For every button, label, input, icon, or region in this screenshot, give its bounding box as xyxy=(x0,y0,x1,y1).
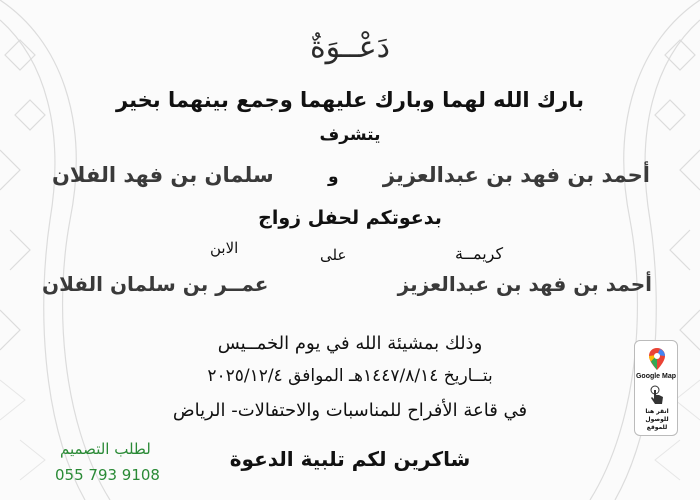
honored-line: يتشرف xyxy=(319,125,381,145)
venue-line: في قاعة الأفراح للمناسبات والاحتفالات- الرياض xyxy=(172,400,528,421)
map-hint-text: انقر هنا للوصول للموقع xyxy=(645,408,669,431)
blessing-line: بارك الله لهما وبارك عليهما وجمع بينهما بخير xyxy=(116,88,584,112)
host-1-name: أحمد بن فهد بن عبدالعزيز xyxy=(382,163,650,187)
hand-tap-icon xyxy=(647,385,667,405)
card-title: دَعْــوَةٌ xyxy=(309,30,391,65)
son-of-label: الابن xyxy=(210,239,239,257)
conjunction: و xyxy=(328,167,339,187)
designer-label: لطلب التصميم xyxy=(60,440,151,458)
day-line: وذلك بمشيئة الله في يوم الخمــيس xyxy=(217,333,483,354)
thanks-line: شاكرين لكم تلبية الدعوة xyxy=(229,447,471,471)
map-pin-icon xyxy=(647,347,667,371)
google-map-badge[interactable] xyxy=(634,340,678,436)
invitation-line: بدعوتكم لحفل زواج xyxy=(258,207,442,229)
groom-name: عمــر بن سلمان الفلان xyxy=(42,272,269,296)
daughter-of-label: كريمــة xyxy=(455,244,504,263)
on-label: على xyxy=(320,246,347,264)
bride-father-name: أحمد بن فهد بن عبدالعزيز xyxy=(397,272,652,296)
host-2-name: سلمان بن فهد الفلان xyxy=(52,163,274,187)
google-map-label: Google Map xyxy=(635,373,677,380)
designer-phone[interactable]: 055 793 9108 xyxy=(55,466,160,484)
date-line: بتــاريخ ١٤٤٧/٨/١٤هـ الموافق ٢٠٢٥/١٢/٤ xyxy=(207,366,493,386)
